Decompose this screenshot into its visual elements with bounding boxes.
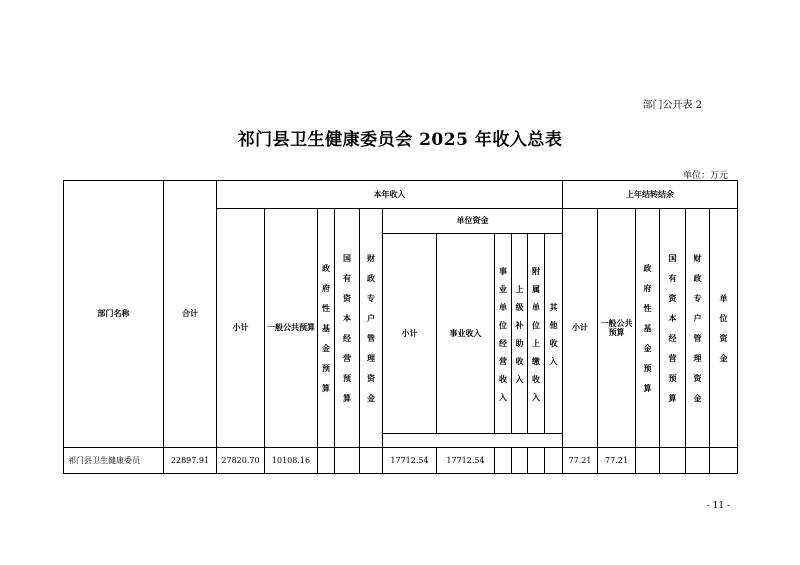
cell-prior-state-capital [660, 448, 686, 474]
header-unit-funds: 单位资金 [383, 209, 563, 234]
cell-unit-other-income [545, 448, 563, 474]
header-unit-superior-subsidy: 上级补助收入 [512, 234, 528, 434]
header-unit-business-income: 事业收入 [437, 234, 495, 434]
cell-unit-affiliated-income [528, 448, 545, 474]
cell-current-fiscal-account [360, 448, 383, 474]
cell-current-gov-fund [318, 448, 335, 474]
header-prior-fiscal-account: 财政专户管理资金 [686, 209, 710, 448]
header-prior-year-carryover: 上年结转结余 [563, 181, 738, 209]
cell-unit-operating-income [495, 448, 512, 474]
header-unit-operating-income: 事业单位经营收入 [495, 234, 512, 434]
cell-current-general-budget: 10108.16 [265, 448, 318, 474]
cell-prior-unit-funds [710, 448, 738, 474]
cell-total: 22897.91 [164, 448, 217, 474]
cell-prior-gov-fund [636, 448, 660, 474]
header-prior-unit-funds: 单位资金 [710, 209, 738, 448]
cell-prior-fiscal-account [686, 448, 710, 474]
unit-label: 单位：万元 [682, 171, 728, 181]
cell-current-state-capital [335, 448, 360, 474]
header-dept-name: 部门名称 [64, 181, 164, 448]
table-row [64, 448, 738, 474]
cell-unit-subtotal: 17712.54 [383, 448, 437, 474]
cell-prior-subtotal: 77.21 [563, 448, 598, 474]
cell-prior-general-budget: 77.21 [598, 448, 636, 474]
cell-dept: 祁门县卫生健康委员 [64, 448, 164, 474]
header-unit-affiliated-income: 附属单位上缴收入 [528, 234, 545, 434]
page-number: - 11 - [706, 501, 730, 511]
header-unit-other-income: 其他收入 [545, 234, 563, 434]
header-current-gov-fund: 政府性基金预算 [318, 209, 335, 448]
form-label: 部门公开表 2 [642, 100, 702, 111]
header-current-subtotal: 小计 [217, 209, 265, 448]
header-prior-general-budget: 一般公共预算 [598, 209, 636, 448]
header-prior-gov-fund: 政府性基金预算 [636, 209, 660, 448]
header-total: 合计 [164, 181, 217, 448]
header-prior-subtotal: 小计 [563, 209, 598, 448]
cell-unit-superior-subsidy [512, 448, 528, 474]
header-current-general-budget: 一般公共预算 [265, 209, 318, 448]
header-prior-state-capital: 国有资本经营预算 [660, 209, 686, 448]
header-current-fiscal-account: 财政专户管理资金 [360, 209, 383, 448]
income-summary-table [63, 180, 738, 474]
header-current-year-income: 本年收入 [217, 181, 563, 209]
header-current-state-capital: 国有资本经营预算 [335, 209, 360, 448]
cell-current-subtotal: 27820.70 [217, 448, 265, 474]
cell-unit-business-income: 17712.54 [437, 448, 495, 474]
header-unit-subtotal: 小计 [383, 234, 437, 434]
page-title: 祁门县卫生健康委员会 2025 年收入总表 [237, 130, 563, 150]
